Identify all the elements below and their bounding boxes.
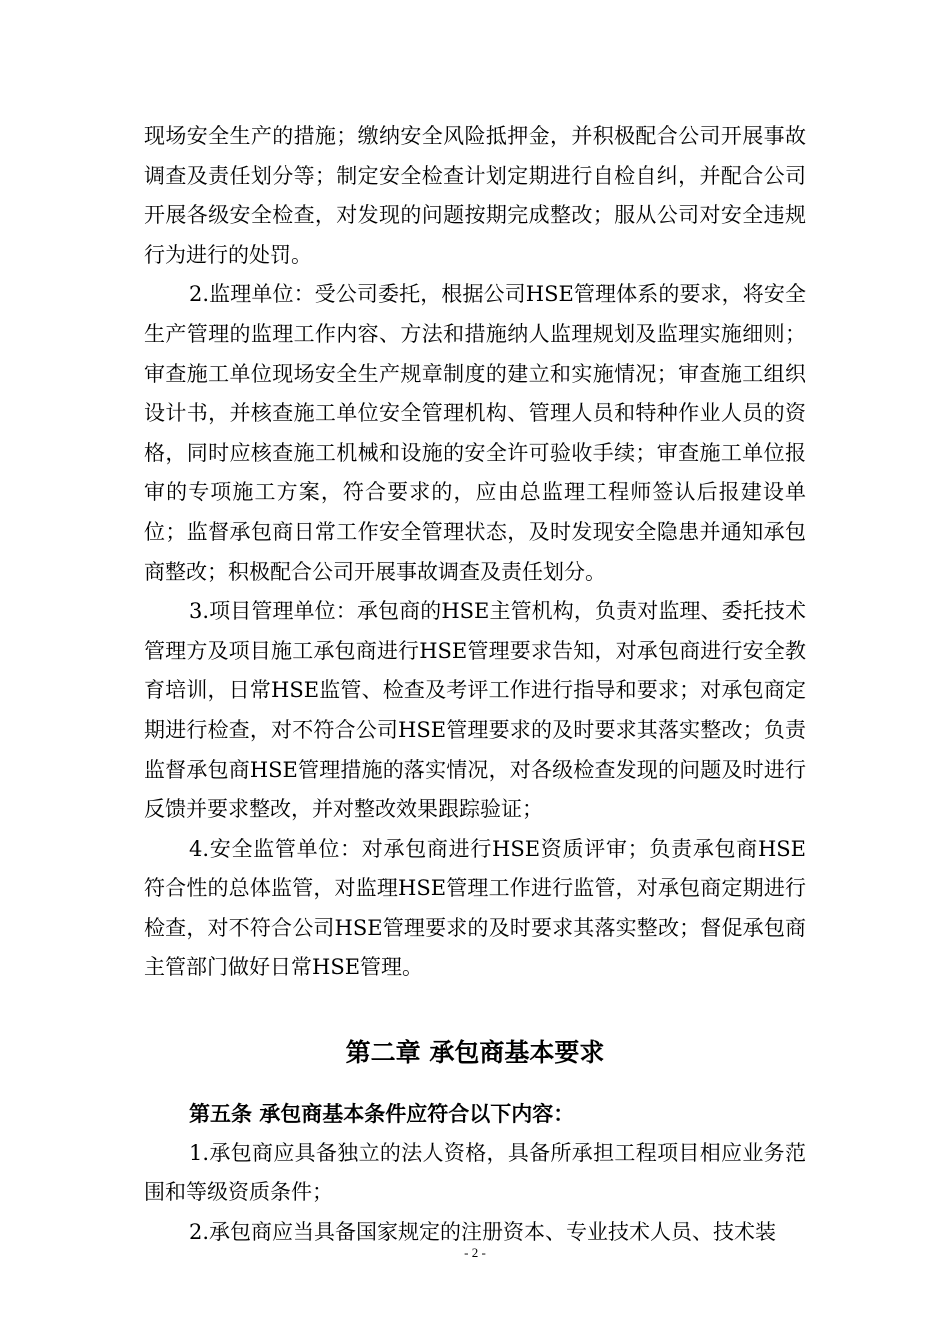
paragraph-requirement-2: 2.承包商应当具备国家规定的注册资本、专业技术人员、技术装 <box>189 1219 777 1244</box>
paragraph-project-management-unit: 3.项目管理单位：承包商的HSE主管机构，负责对监理、委托技术管理方及项目施工承包商进行HSE管理要求告知，对承包商进行安全教育培训，日常HSE监管、检查及考评工作进行指导和要求；对承包商定期进行检查，对不符合公司HSE管理要求的及时要求其落实整改；负责监督承包商HSE管理措施的落实情况，对各级检查发现的问题及时进行反馈并要求整改，并对整改效果跟踪验证； <box>144 599 806 822</box>
paragraph-requirement-1: 1.承包商应具备独立的法人资格，具备所承担工程项目相应业务范围和等级资质条件； <box>144 1140 806 1205</box>
chapter-title: 第二章 承包商基本要求 <box>345 1038 605 1068</box>
paragraph-safety-supervision-unit: 4.安全监管单位：对承包商进行HSE资质评审；负责承包商HSE符合性的总体监管，对监理HSE管理工作进行监管，对承包商定期进行检查，对不符合公司HSE管理要求的及时要求其落实整改；督促承包商主管部门做好日常HSE管理。 <box>144 836 806 980</box>
page-number: - 2 - <box>464 1245 486 1260</box>
article-title: 第五条 承包商基本条件应符合以下内容： <box>189 1101 575 1127</box>
paragraph-supervision-unit: 2.监理单位：受公司委托，根据公司HSE管理体系的要求，将安全生产管理的监理工作内容、方法和措施纳人监理规划及监理实施细则；审查施工单位现场安全生产规章制度的建立和实施情况；审查施工组织设计书，并核查施工单位安全管理机构、管理人员和特种作业人员的资格，同时应核查施工机械和设施的安全许可验收手续；审查施工单位报审的专项施工方案，符合要求的，应由总监理工程师签认后报建设单位；监督承包商日常工作安全管理状态，及时发现安全隐患并通知承包商整改；积极配合公司开展事故调查及责任划分。 <box>144 282 806 584</box>
document-body <box>144 117 806 1252</box>
paragraph-continuation: 现场安全生产的措施；缴纳安全风险抵押金，并积极配合公司开展事故调查及责任划分等；制定安全检查计划定期进行自检自纠，并配合公司开展各级安全检查，对发现的问题按期完成整改；服从公司对安全违规行为进行的处罚。 <box>144 124 806 267</box>
